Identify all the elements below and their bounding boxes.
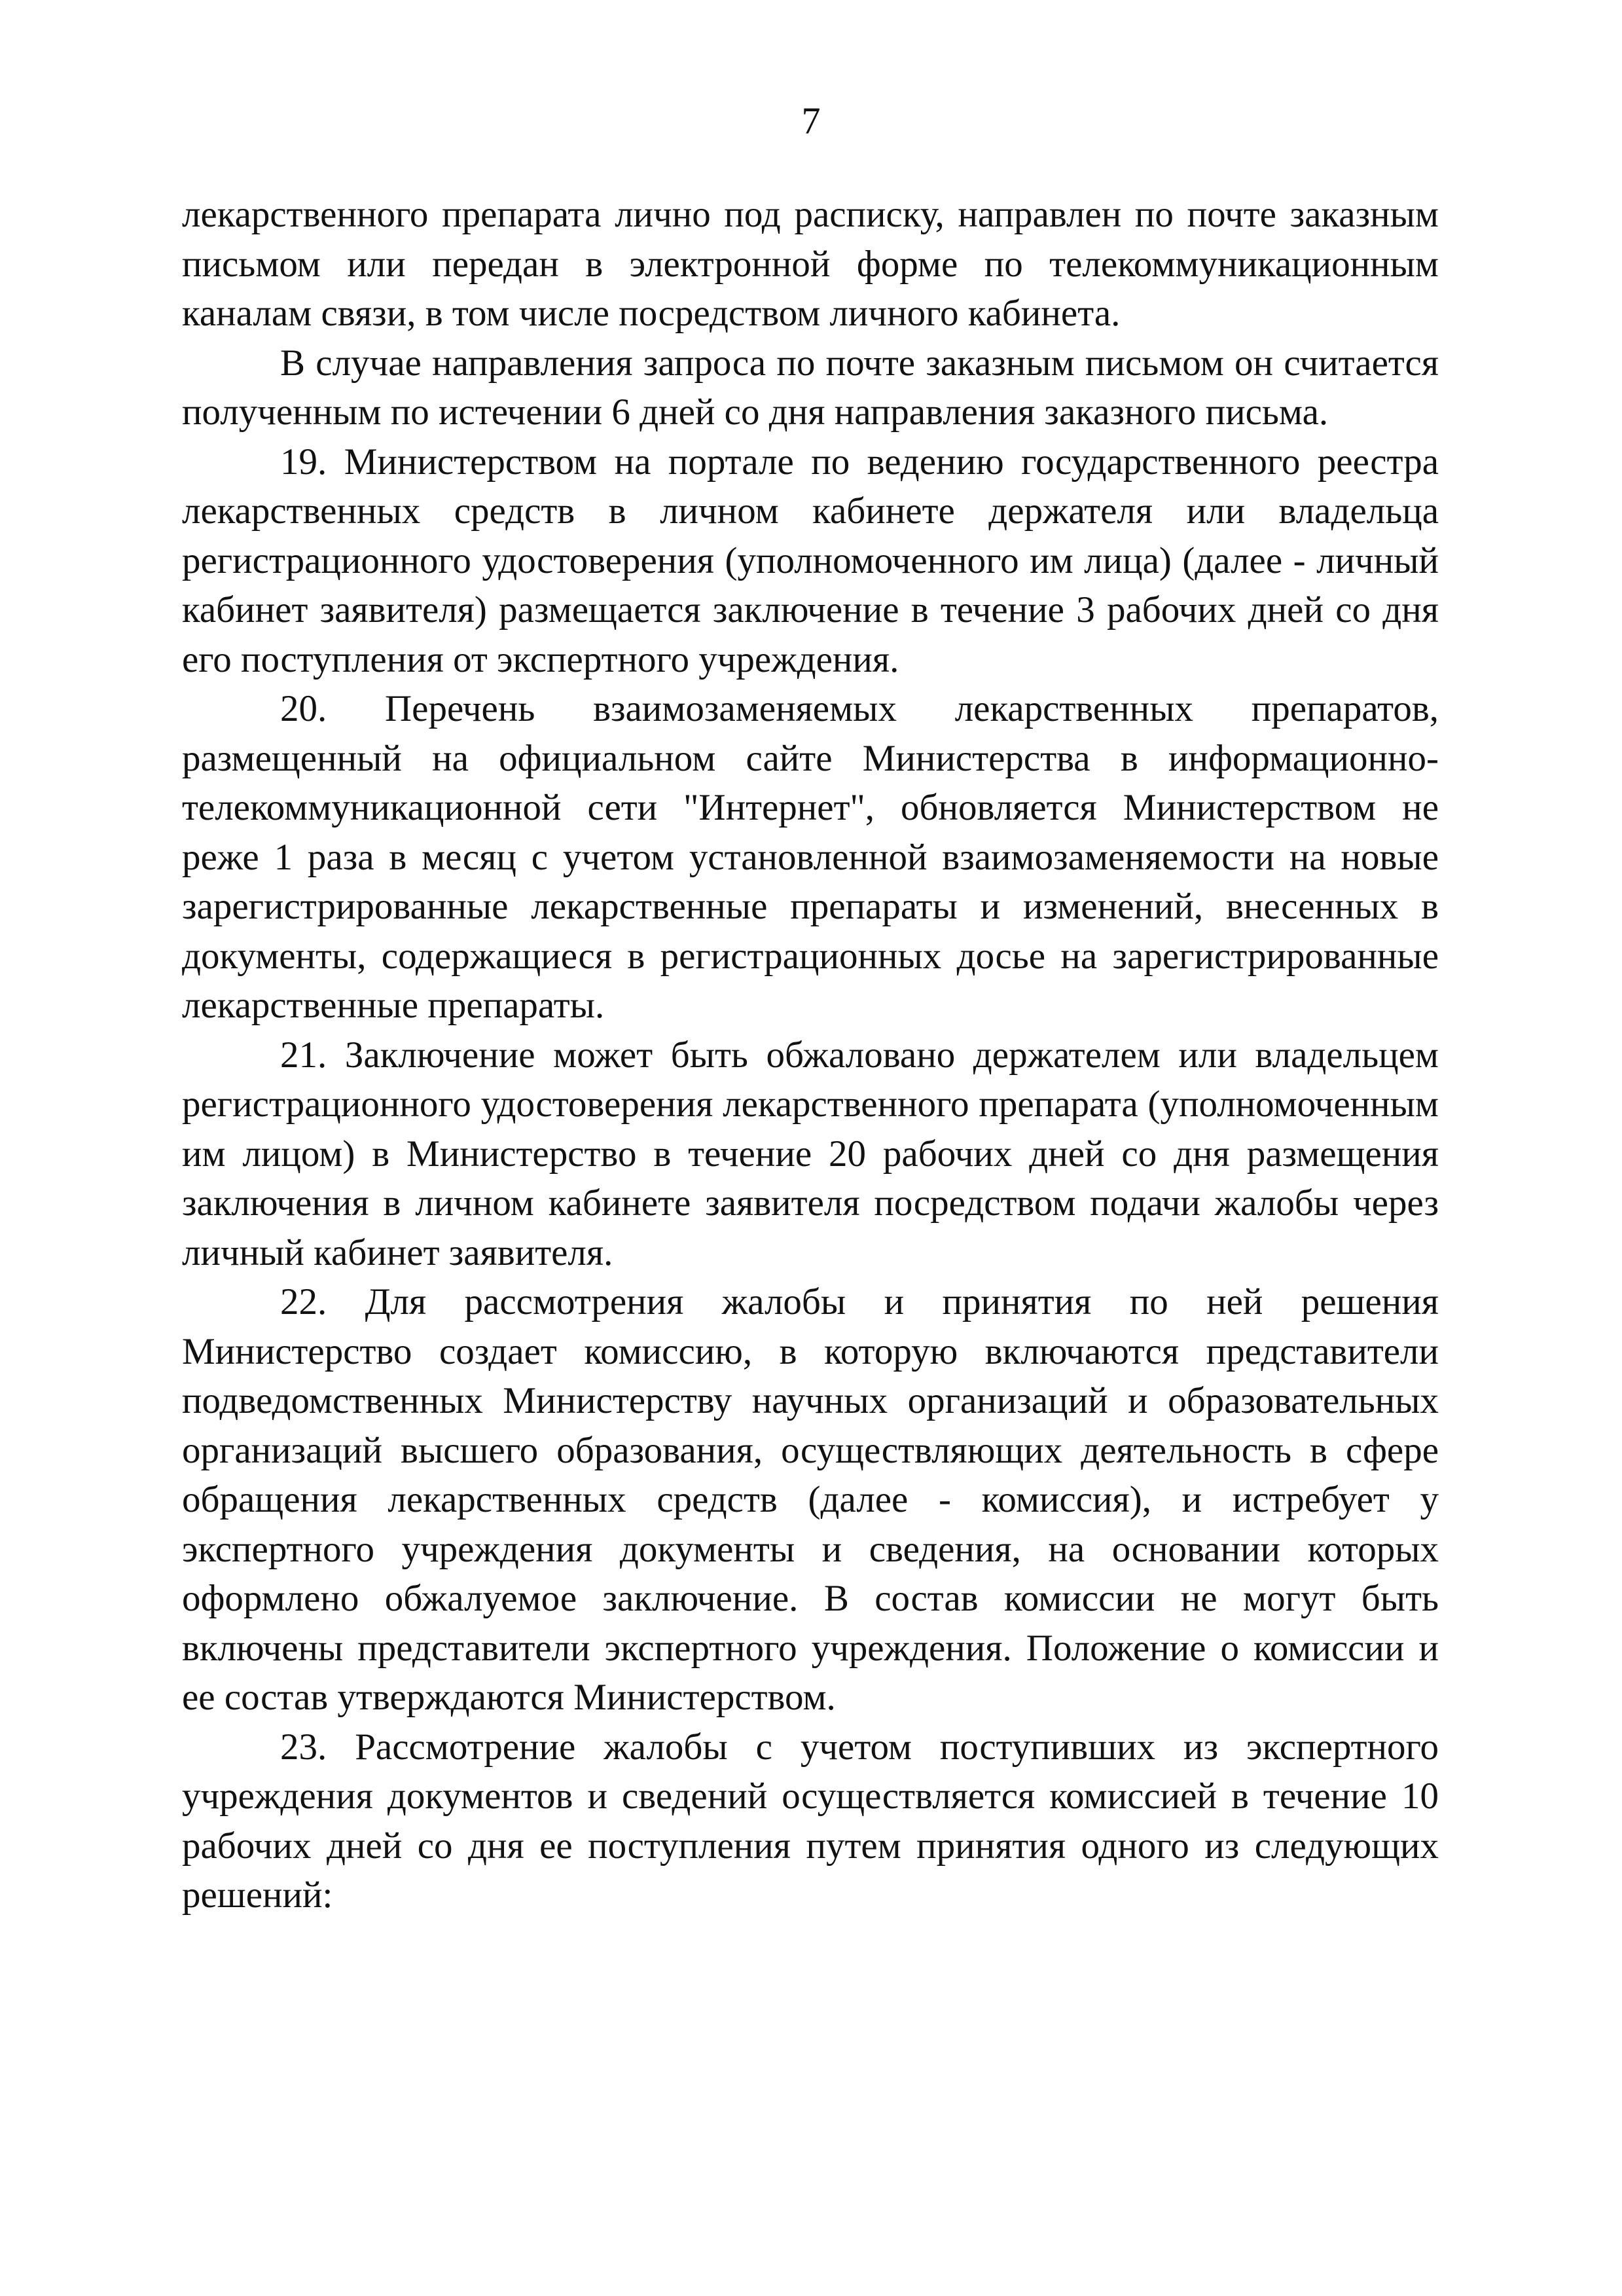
page-number: 7 [801,100,821,142]
paragraph-item-22: 22. Для рассмотрения жалобы и принятия по ней решения Министерство создает комиссию, в которую включаются представители подведомственных Министерству научных организаций и образовательных организаций высшего образования, осуществляющих деятельность в сфере обращения лекарственных средств (далее - комиссия), и истребует у экспертного учреждения документы и сведения, на основании которых оформлено обжалуемое заключение. В состав комиссии не могут быть включены представители экспертного учреждения. Положение о комиссии и ее состав утверждаются Министерством. [182,1281,1439,1718]
paragraph-item-23: 23. Рассмотрение жалобы с учетом поступивших из экспертного учреждения документов и сведений осуществляется комиссией в течение 10 рабочих дней со дня ее поступления путем принятия одного из следующих решений: [182,1726,1439,1916]
paragraph-item-21: 21. Заключение может быть обжаловано держателем или владельцем регистрационного удостоверения лекарственного препарата (уполномоченным им лицом) в Министерство в течение 20 рабочих дней со дня размещения заключения в личном кабинете заявителя посредством подачи жалобы через личный кабинет заявителя. [182,1034,1439,1273]
document-body [182,190,1439,1920]
paragraph-continuation: лекарственного препарата лично под расписку, направлен по почте заказным письмом или передан в электронной форме по телекоммуникационным каналам связи, в том числе посредством личного кабинета. [182,194,1439,334]
paragraph-registered-mail: В случае направления запроса по почте заказным письмом он считается полученным по истечении 6 дней со дня направления заказного письма. [182,342,1439,433]
paragraph-item-19: 19. Министерством на портале по ведению государственного реестра лекарственных средств в личном кабинете держателя или владельца регистрационного удостоверения (уполномоченного им лица) (далее - личный кабинет заявителя) размещается заключение в течение 3 рабочих дней со дня его поступления от экспертного учреждения. [182,441,1439,680]
paragraph-item-20: 20. Перечень взаимозаменяемых лекарственных препаратов, размещенный на официальном сайте Министерства в информационно-телекоммуникационной сети "Интернет", обновляется Министерством не реже 1 раза в месяц с учетом установленной взаимозаменяемости на новые зарегистрированные лекарственные препараты и изменений, внесенных в документы, содержащиеся в регистрационных досье на зарегистрированные лекарственные препараты. [182,688,1439,1026]
